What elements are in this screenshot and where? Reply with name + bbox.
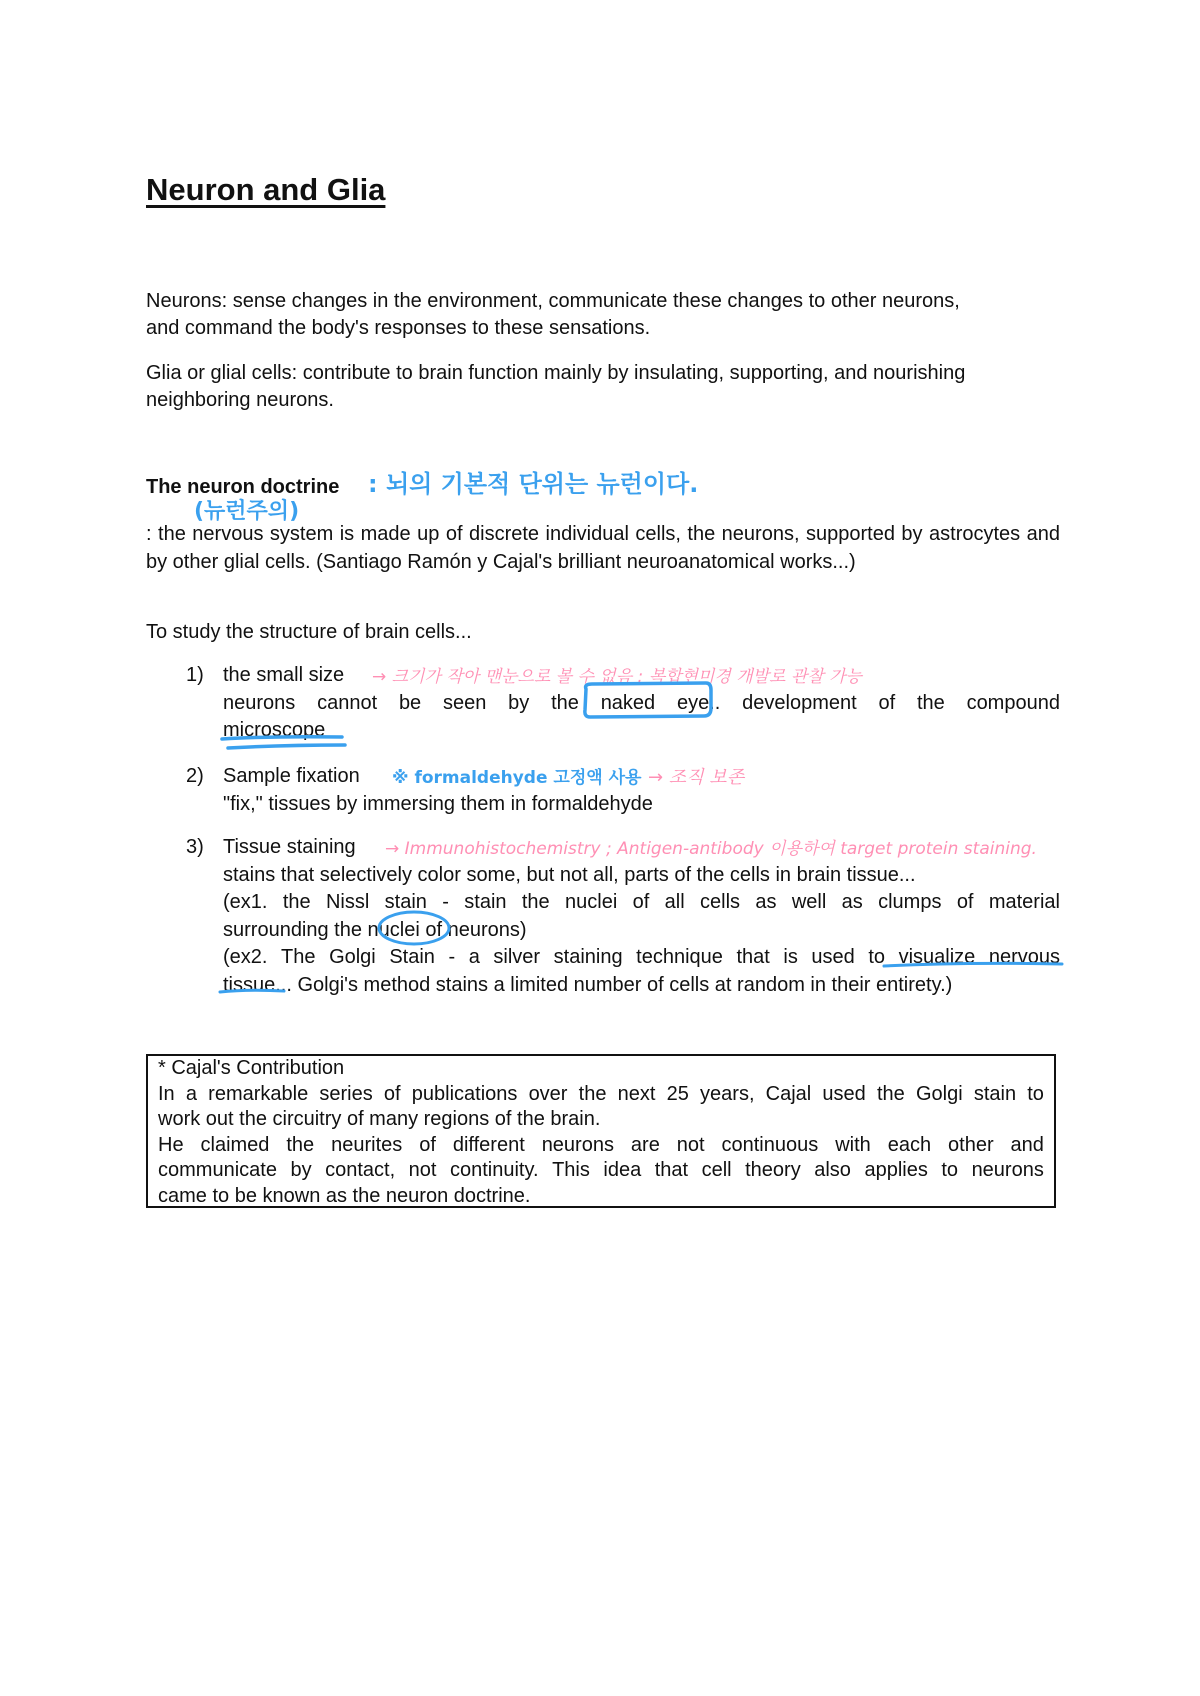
word: Nissl [325, 891, 370, 913]
word: compound [966, 691, 1060, 714]
word: used [811, 946, 855, 968]
word: not [408, 1159, 437, 1181]
item-line [223, 889, 1060, 917]
list-number: 2) [186, 765, 204, 787]
word: silver [493, 946, 541, 968]
word: the [282, 891, 311, 913]
word: the [578, 1082, 607, 1105]
box-line: came to be known as the neuron doctrine. [158, 1184, 531, 1207]
glia-definition [146, 360, 1060, 414]
word: and [1010, 1133, 1044, 1156]
word: as [841, 891, 863, 913]
word: visualize [898, 946, 976, 968]
word: the [521, 891, 550, 913]
neurons-definition [146, 288, 1060, 342]
word: This [552, 1159, 590, 1181]
word: continuity. [449, 1159, 539, 1181]
word: by [508, 691, 530, 714]
word: the [286, 1133, 315, 1156]
handwritten-note-fixation-2: → 조직 보존 [648, 767, 745, 788]
word: remarkable [208, 1082, 309, 1105]
word: The [281, 946, 316, 968]
word: technique [636, 946, 723, 968]
item-title: Tissue staining [223, 836, 356, 858]
word: used [822, 1082, 866, 1105]
word: stain [464, 891, 507, 913]
word: next [617, 1082, 656, 1105]
word: - [448, 946, 456, 968]
list-number: 3) [186, 836, 204, 858]
word: of [956, 891, 974, 913]
word: publications [411, 1082, 518, 1105]
word: to [941, 1159, 959, 1181]
glia-definition-line2: neighboring neurons. [146, 389, 334, 411]
word: continuous [721, 1133, 819, 1156]
word: stain [973, 1082, 1017, 1105]
word: is [783, 946, 798, 968]
word: the [916, 691, 945, 714]
item-title: Sample fixation [223, 765, 360, 787]
item-line: microscope [223, 719, 326, 741]
word: communicate [158, 1159, 277, 1181]
word: the [551, 691, 579, 714]
word: not [676, 1133, 705, 1156]
word: Golgi [915, 1082, 963, 1105]
word: by [290, 1159, 312, 1181]
word: clumps [878, 891, 942, 913]
word: claimed [200, 1133, 270, 1156]
word: series [319, 1082, 373, 1105]
word: other [948, 1133, 994, 1156]
word: contact, [325, 1159, 396, 1181]
word: Cajal [765, 1082, 812, 1105]
word: with [835, 1133, 871, 1156]
word: as [755, 891, 777, 913]
word: - [442, 891, 449, 913]
word: neurons [223, 691, 296, 714]
word: theory [745, 1159, 801, 1181]
handwritten-note-staining: → Immunohistochemistry ; Antigen-antibody 이용하여 target protein staining. [385, 839, 1037, 859]
word: of [632, 891, 650, 913]
microscope-underline-mark-2 [228, 745, 345, 748]
box-line: * Cajal's Contribution [158, 1057, 345, 1079]
word: cell [701, 1159, 732, 1181]
glia-definition-line1: Glia or glial cells: contribute to brain function mainly by insulating, supporting, and nourishing [146, 362, 966, 384]
neurons-definition-line1: Neurons: sense changes in the environment, communicate these changes to other neurons, [146, 290, 960, 312]
word: (ex1. [223, 891, 268, 913]
word: a [468, 946, 480, 968]
page-title: Neuron and Glia [146, 172, 386, 207]
word: Stain [389, 946, 435, 968]
word: He [158, 1133, 184, 1156]
word: eye.. [676, 691, 721, 714]
word: years, [700, 1082, 755, 1105]
word: applies [864, 1159, 928, 1181]
word: all [664, 891, 685, 913]
word: seen [442, 691, 487, 714]
box-line [158, 1082, 1044, 1108]
item-line: "fix," tissues by immersing them in formaldehyde [223, 792, 653, 815]
word: stain [384, 891, 427, 913]
word: a [185, 1082, 197, 1105]
item-line: tissue... Golgi's method stains a limited number of cells at random in their entirety.) [223, 973, 953, 996]
cajal-contribution-box [146, 1054, 1056, 1208]
word: development [742, 691, 857, 714]
word: neurons [541, 1133, 614, 1156]
word: nuclei [565, 891, 618, 913]
word: nervous [988, 946, 1060, 968]
word: idea [603, 1159, 642, 1181]
word: that [654, 1159, 689, 1181]
word: well [791, 891, 827, 913]
word: the [876, 1082, 905, 1105]
word: naked [600, 691, 656, 714]
item-line: surrounding the nuclei of neurons) [223, 918, 527, 941]
word: of [383, 1082, 401, 1105]
neurons-definition-line2: and command the body's responses to these sensations. [146, 317, 651, 339]
word: material [988, 891, 1060, 913]
word: neurons [971, 1159, 1044, 1181]
neuron-doctrine-text: : the nervous system is made up of discrete individual cells, the neurons, supported by astrocytes and by other glial cells. (Santiago Ramón y Cajal's brilliant neuroanatomical works...) [146, 523, 1060, 573]
item-line [223, 690, 1060, 718]
neuron-doctrine-heading: The neuron doctrine [146, 476, 340, 498]
handwritten-note-doctrine: : 뇌의 기본적 단위는 뉴런이다. [368, 470, 699, 498]
word: that [736, 946, 770, 968]
word: neurites [331, 1133, 403, 1156]
word: Golgi [329, 946, 376, 968]
study-intro: To study the structure of brain cells... [146, 621, 472, 643]
item-title: the small size [223, 664, 345, 686]
word: be [398, 691, 422, 714]
word: to [868, 946, 886, 968]
word: to [1027, 1082, 1044, 1105]
box-line [158, 1133, 1044, 1159]
word: cannot [317, 691, 378, 714]
handwritten-note-fixation: ※ formaldehyde 고정액 사용 [392, 768, 642, 788]
list-number: 1) [186, 664, 204, 686]
box-line [158, 1158, 1044, 1184]
word: each [887, 1133, 932, 1156]
item-line [223, 944, 1060, 972]
word: over [528, 1082, 568, 1105]
item-line: stains that selectively color some, but not all, parts of the cells in brain tissue... [223, 863, 916, 886]
handwritten-note-doctrine-sub: (뉴런주의) [194, 499, 300, 524]
word: also [814, 1159, 851, 1181]
word: of [878, 691, 896, 714]
word: of [419, 1133, 436, 1156]
word: are [630, 1133, 660, 1156]
word: cells [700, 891, 741, 913]
word: different [452, 1133, 525, 1156]
box-line: work out the circuitry of many regions of the brain. [158, 1108, 601, 1130]
word: In [158, 1082, 175, 1105]
handwritten-note-small-size: → 크기가 작아 맨눈으로 볼 수 없음 : 복합현미경 개발로 관찰 가능 [372, 667, 862, 687]
word: (ex2. [223, 946, 268, 968]
word: staining [553, 946, 623, 968]
word: 25 [666, 1082, 689, 1105]
